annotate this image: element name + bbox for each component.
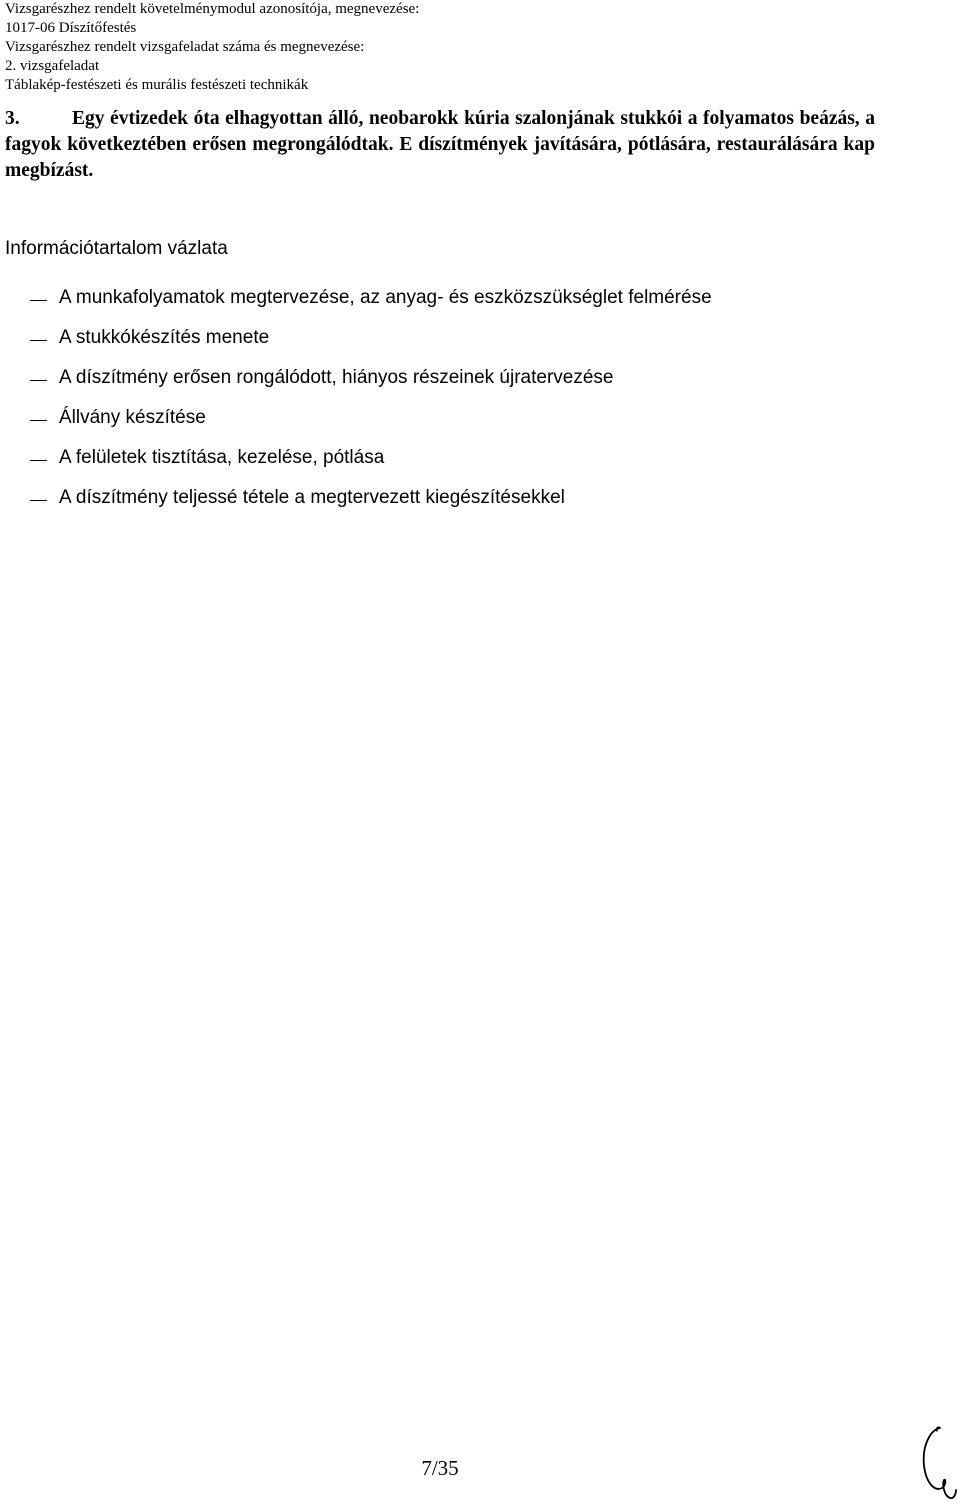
list-item-text: A munkafolyamatok megtervezése, az anyag- és eszközszükséglet felmérése: [59, 287, 712, 308]
list-item: [0, 405, 940, 445]
header-task-name: Táblakép-festészeti és murális festészeti technikák: [5, 77, 309, 93]
page-header: [5, 0, 945, 95]
dash-bullet-icon: [30, 300, 47, 301]
header-module-name: 1017-06 Díszítőfestés: [5, 20, 137, 36]
dash-bullet-icon: [30, 340, 47, 341]
outline-title: Információtartalom vázlata: [5, 238, 228, 259]
list-item-text: A díszítmény teljessé tétele a megtervezett kiegészítésekkel: [59, 487, 565, 508]
task-statement: [5, 106, 875, 184]
signature-icon: [918, 1422, 958, 1502]
dash-bullet-icon: [30, 380, 47, 381]
dash-bullet-icon: [30, 420, 47, 421]
header-task-number: 2. vizsgafeladat: [5, 58, 100, 74]
dash-bullet-icon: [30, 500, 47, 501]
list-item: [0, 365, 940, 405]
outline-list: [0, 285, 940, 525]
page-number: 7/35: [421, 1456, 459, 1480]
list-item: [0, 325, 940, 365]
list-item-text: A stukkókészítés menete: [59, 327, 270, 348]
task-number: 3.: [5, 108, 20, 129]
list-item: [0, 485, 940, 525]
list-item: [0, 285, 940, 325]
list-item-text: Állvány készítése: [59, 407, 206, 428]
list-item: [0, 445, 940, 485]
header-task-label: Vizsgarészhez rendelt vizsgafeladat száma és megnevezése:: [5, 39, 365, 55]
list-item-text: A díszítmény erősen rongálódott, hiányos részeinek újratervezése: [59, 367, 614, 388]
list-item-text: A felületek tisztítása, kezelése, pótlása: [59, 447, 385, 468]
dash-bullet-icon: [30, 460, 47, 461]
header-module-label: Vizsgarészhez rendelt követelménymodul azonosítója, megnevezése:: [5, 1, 420, 17]
task-text: Egy évtizedek óta elhagyottan álló, neobarokk kúria szalonjának stukkói a folyamatos beázás, a fagyok következtében erősen megrongálódtak. E díszítmények javítására, pótlására, restaurálására kap megbízást.: [5, 108, 875, 181]
